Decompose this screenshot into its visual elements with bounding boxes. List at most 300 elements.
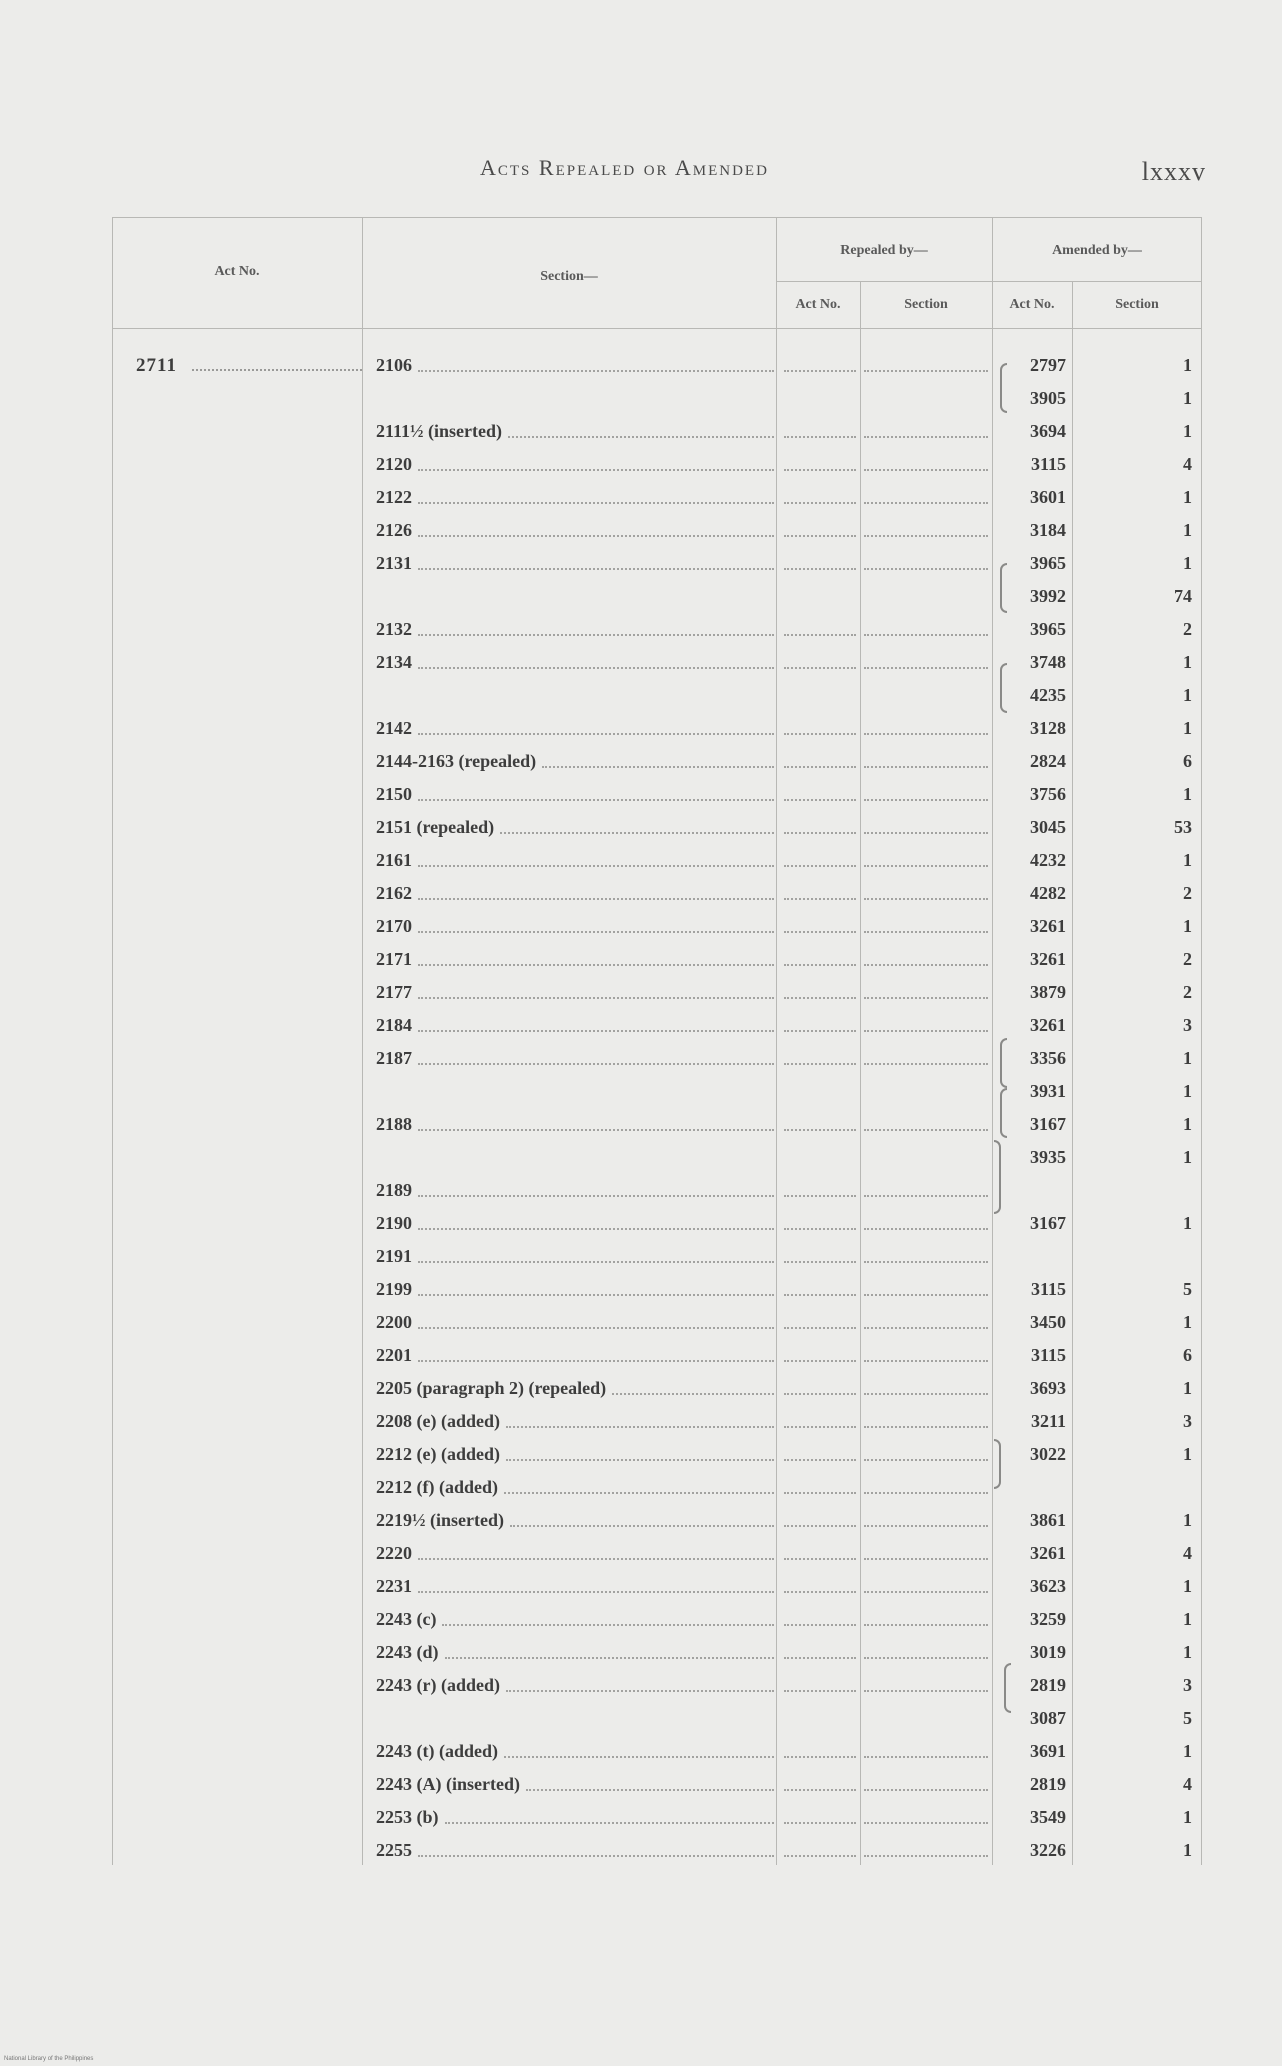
- repealed-section-leader: [864, 1129, 988, 1131]
- amended-act-cell: 3756: [1030, 784, 1066, 804]
- table-row: [112, 353, 1202, 381]
- header-amended-act-no: Act No.: [1009, 297, 1055, 312]
- amended-act-cell: 3211: [1030, 1411, 1066, 1431]
- section-leader-dots: [418, 535, 774, 537]
- section-cell: 2170: [376, 916, 412, 936]
- repealed-section-leader: [864, 1690, 988, 1692]
- amended-act-cell: 3022: [1030, 1444, 1066, 1464]
- amended-act-cell: 2797: [1030, 355, 1066, 375]
- amended-act-cell: 3879: [1030, 982, 1066, 1002]
- repealed-section-leader: [864, 1558, 988, 1560]
- repealed-act-leader: [784, 1624, 856, 1626]
- section-leader-dots: [418, 1294, 774, 1296]
- repealed-act-leader: [784, 1822, 856, 1824]
- amended-section-cell: 1: [1183, 1609, 1192, 1629]
- section-cell: 2199: [376, 1279, 412, 1299]
- section-leader-dots: [418, 997, 774, 999]
- table-row: [112, 848, 1202, 876]
- table-row: [112, 881, 1202, 909]
- amended-act-cell: 3045: [1030, 817, 1066, 837]
- amended-act-cell: 3694: [1030, 421, 1066, 441]
- section-cell: 2142: [376, 718, 412, 738]
- amended-section-cell: 1: [1183, 520, 1192, 540]
- repealed-section-leader: [864, 1591, 988, 1593]
- section-leader-dots: [418, 1129, 774, 1131]
- section-cell: 2208 (e) (added): [376, 1411, 500, 1431]
- section-cell: 2132: [376, 619, 412, 639]
- section-cell: 2189: [376, 1180, 412, 1200]
- brace-2106: [1000, 363, 1007, 413]
- amended-section-cell: 2: [1183, 619, 1192, 639]
- repealed-act-leader: [784, 1228, 856, 1230]
- section-cell: 2243 (t) (added): [376, 1741, 498, 1761]
- section-cell: 2243 (d): [376, 1642, 439, 1662]
- table-row: [112, 1541, 1202, 1569]
- amended-section-cell: 1: [1183, 916, 1192, 936]
- page-header: [0, 155, 1282, 195]
- repealed-act-leader: [784, 1063, 856, 1065]
- amended-act-cell: 2824: [1030, 751, 1066, 771]
- repealed-act-leader: [784, 733, 856, 735]
- section-leader-dots: [542, 766, 774, 768]
- repealed-act-leader: [784, 1030, 856, 1032]
- section-cell: 2126: [376, 520, 412, 540]
- table-row: [112, 683, 1202, 711]
- brace-2212: [994, 1439, 1001, 1489]
- amended-act-cell: 4232: [1030, 850, 1066, 870]
- repealed-act-leader: [784, 865, 856, 867]
- repealed-act-leader: [784, 1855, 856, 1857]
- repealed-section-leader: [864, 1426, 988, 1428]
- repealed-section-leader: [864, 1525, 988, 1527]
- amended-section-cell: 53: [1174, 817, 1192, 837]
- header-amended-section: Section: [1115, 297, 1159, 312]
- repealed-section-leader: [864, 1393, 988, 1395]
- amended-section-cell: 74: [1174, 586, 1192, 606]
- amended-section-cell: 1: [1183, 652, 1192, 672]
- table-row: [112, 1343, 1202, 1371]
- section-cell: 2219½ (inserted): [376, 1510, 504, 1530]
- section-leader-dots: [418, 502, 774, 504]
- amended-act-cell: 3087: [1030, 1708, 1066, 1728]
- section-cell: 2212 (f) (added): [376, 1477, 498, 1497]
- repealed-act-leader: [784, 1261, 856, 1263]
- section-cell: 2131: [376, 553, 412, 573]
- amended-section-cell: 4: [1183, 1543, 1192, 1563]
- table-row: [112, 815, 1202, 843]
- amended-section-cell: 4: [1183, 454, 1192, 474]
- amended-section-cell: 3: [1183, 1675, 1192, 1695]
- section-leader-dots: [418, 1030, 774, 1032]
- table-row: [112, 980, 1202, 1008]
- amended-act-cell: 4235: [1030, 685, 1066, 705]
- repealed-act-leader: [784, 1360, 856, 1362]
- amended-section-cell: 1: [1183, 1642, 1192, 1662]
- section-leader-dots: [506, 1459, 774, 1461]
- amended-act-cell: 3115: [1030, 454, 1066, 474]
- table-row: [112, 1310, 1202, 1338]
- table-row: [112, 1277, 1202, 1305]
- amended-section-cell: 1: [1183, 1213, 1192, 1233]
- amended-act-cell: 3115: [1030, 1279, 1066, 1299]
- repealed-section-leader: [864, 634, 988, 636]
- amended-act-cell: 3167: [1030, 1213, 1066, 1233]
- section-leader-dots: [418, 469, 774, 471]
- repealed-act-leader: [784, 1129, 856, 1131]
- repealed-section-leader: [864, 1360, 988, 1362]
- repealed-section-leader: [864, 997, 988, 999]
- amended-act-cell: 3128: [1030, 718, 1066, 738]
- repealed-section-leader: [864, 1294, 988, 1296]
- section-cell: 2120: [376, 454, 412, 474]
- repealed-act-leader: [784, 1327, 856, 1329]
- table-row: [112, 1838, 1202, 1866]
- section-cell: 2184: [376, 1015, 412, 1035]
- table-row: [112, 617, 1202, 645]
- amended-act-cell: 3601: [1030, 487, 1066, 507]
- section-cell: 2212 (e) (added): [376, 1444, 500, 1464]
- amended-act-cell: 3992: [1030, 586, 1066, 606]
- repealed-section-leader: [864, 1063, 988, 1065]
- section-leader-dots: [418, 1855, 774, 1857]
- repealed-act-leader: [784, 931, 856, 933]
- section-leader-dots: [612, 1393, 774, 1395]
- repealed-section-leader: [864, 1789, 988, 1791]
- repealed-section-leader: [864, 568, 988, 570]
- amended-act-cell: 3450: [1030, 1312, 1066, 1332]
- section-leader-dots: [418, 799, 774, 801]
- amended-act-cell: 3905: [1030, 388, 1066, 408]
- section-cell: 2191: [376, 1246, 412, 1266]
- repealed-section-leader: [864, 1195, 988, 1197]
- repealed-act-leader: [784, 1657, 856, 1659]
- amended-section-cell: 1: [1183, 784, 1192, 804]
- repealed-section-leader: [864, 1228, 988, 1230]
- amended-section-cell: 1: [1183, 1378, 1192, 1398]
- amended-act-cell: 3623: [1030, 1576, 1066, 1596]
- table-row: [112, 419, 1202, 447]
- section-leader-dots: [418, 931, 774, 933]
- repealed-act-leader: [784, 1195, 856, 1197]
- section-leader-dots: [418, 898, 774, 900]
- amended-act-cell: 3931: [1030, 1081, 1066, 1101]
- amended-act-cell: 3691: [1030, 1741, 1066, 1761]
- table-row: [112, 1475, 1202, 1503]
- subheader-rule: [776, 281, 1202, 282]
- amended-section-cell: 1: [1183, 1840, 1192, 1860]
- amended-act-cell: 3261: [1030, 916, 1066, 936]
- amended-act-cell: 3861: [1030, 1510, 1066, 1530]
- section-cell: 2171: [376, 949, 412, 969]
- repealed-section-leader: [864, 1756, 988, 1758]
- amended-section-cell: 2: [1183, 949, 1192, 969]
- section-cell: 2188: [376, 1114, 412, 1134]
- section-cell: 2151 (repealed): [376, 817, 495, 837]
- table-row: [112, 1574, 1202, 1602]
- amended-act-cell: 2819: [1030, 1774, 1066, 1794]
- table-row: [112, 386, 1202, 414]
- repealed-section-leader: [864, 832, 988, 834]
- repealed-act-leader: [784, 1459, 856, 1461]
- table-row: [112, 1805, 1202, 1833]
- section-leader-dots: [418, 964, 774, 966]
- header-repealed-by: Repealed by—: [840, 243, 928, 258]
- repealed-section-leader: [864, 964, 988, 966]
- amended-section-cell: 1: [1183, 388, 1192, 408]
- section-leader-dots: [500, 832, 774, 834]
- table-row: [112, 1607, 1202, 1635]
- repealed-section-leader: [864, 469, 988, 471]
- repealed-act-leader: [784, 502, 856, 504]
- table-row: [112, 584, 1202, 612]
- repealed-section-leader: [864, 1492, 988, 1494]
- table-row: [112, 1772, 1202, 1800]
- table-row: [112, 1409, 1202, 1437]
- amended-act-cell: 4282: [1030, 883, 1066, 903]
- amended-act-cell: 2819: [1030, 1675, 1066, 1695]
- repealed-section-leader: [864, 1261, 988, 1263]
- amended-section-cell: 6: [1183, 751, 1192, 771]
- section-leader-dots: [506, 1426, 774, 1428]
- section-leader-dots: [510, 1525, 774, 1527]
- section-leader-dots: [418, 1063, 774, 1065]
- section-leader-dots: [418, 634, 774, 636]
- section-cell: 2177: [376, 982, 412, 1002]
- repealed-act-leader: [784, 964, 856, 966]
- repealed-act-leader: [784, 799, 856, 801]
- section-leader-dots: [506, 1690, 774, 1692]
- amended-section-cell: 1: [1183, 1807, 1192, 1827]
- section-cell: 2231: [376, 1576, 412, 1596]
- section-leader-dots: [418, 733, 774, 735]
- amended-section-cell: 1: [1183, 1081, 1192, 1101]
- table-row: [112, 1211, 1202, 1239]
- brace-2243r: [1004, 1663, 1011, 1713]
- running-title: Acts Repealed or Amended: [480, 155, 769, 180]
- table-row: [112, 1508, 1202, 1536]
- repealed-section-leader: [864, 1030, 988, 1032]
- section-leader-dots: [418, 1360, 774, 1362]
- repealed-section-leader: [864, 799, 988, 801]
- amended-section-cell: 6: [1183, 1345, 1192, 1365]
- table-row: [112, 1739, 1202, 1767]
- table-row: [112, 1178, 1202, 1206]
- brace-2131: [1000, 563, 1007, 613]
- repealed-section-leader: [864, 865, 988, 867]
- repealed-act-leader: [784, 634, 856, 636]
- repealed-act-leader: [784, 997, 856, 999]
- amended-section-cell: 1: [1183, 1114, 1192, 1134]
- table-row: [112, 749, 1202, 777]
- repealed-act-leader: [784, 469, 856, 471]
- section-cell: 2201: [376, 1345, 412, 1365]
- table-row: [112, 452, 1202, 480]
- section-leader-dots: [504, 1492, 774, 1494]
- section-cell: 2111½ (inserted): [376, 421, 502, 441]
- amended-section-cell: 1: [1183, 1048, 1192, 1068]
- repealed-act-leader: [784, 766, 856, 768]
- amended-act-cell: 3965: [1030, 553, 1066, 573]
- section-leader-dots: [442, 1624, 774, 1626]
- amended-section-cell: 1: [1183, 487, 1192, 507]
- table-row: [112, 650, 1202, 678]
- section-cell: 2243 (A) (inserted): [376, 1774, 520, 1794]
- repealed-section-leader: [864, 667, 988, 669]
- brace-2188: [1000, 1088, 1007, 1138]
- amended-act-cell: 3356: [1030, 1048, 1066, 1068]
- table-row: [112, 1112, 1202, 1140]
- amended-act-cell: 3965: [1030, 619, 1066, 639]
- amended-act-cell: 3748: [1030, 652, 1066, 672]
- amended-section-cell: 1: [1183, 1312, 1192, 1332]
- amended-act-cell: 3935: [1030, 1147, 1066, 1167]
- section-leader-dots: [418, 1558, 774, 1560]
- section-cell: 2200: [376, 1312, 412, 1332]
- amended-act-cell: 3693: [1030, 1378, 1066, 1398]
- repealed-act-leader: [784, 898, 856, 900]
- repealed-act-leader: [784, 535, 856, 537]
- section-cell: 2190: [376, 1213, 412, 1233]
- repealed-section-leader: [864, 502, 988, 504]
- header-bottom-rule: [112, 328, 1202, 329]
- table-row: [112, 1640, 1202, 1668]
- amended-section-cell: 2: [1183, 883, 1192, 903]
- table-row: [112, 1706, 1202, 1734]
- brace-2189-2191: [994, 1140, 1001, 1214]
- repealed-act-leader: [784, 667, 856, 669]
- amended-act-cell: 3226: [1030, 1840, 1066, 1860]
- amended-act-cell: 3115: [1030, 1345, 1066, 1365]
- repealed-act-leader: [784, 1426, 856, 1428]
- amended-section-cell: 1: [1183, 718, 1192, 738]
- section-leader-dots: [418, 1261, 774, 1263]
- amended-act-cell: 3259: [1030, 1609, 1066, 1629]
- repealed-act-leader: [784, 1492, 856, 1494]
- repealed-section-leader: [864, 1855, 988, 1857]
- repealed-section-leader: [864, 931, 988, 933]
- section-cell: 2144-2163 (repealed): [376, 751, 537, 771]
- amended-act-cell: 3184: [1030, 520, 1066, 540]
- table-row: [112, 551, 1202, 579]
- amended-section-cell: 5: [1183, 1279, 1192, 1299]
- repealed-act-leader: [784, 568, 856, 570]
- amended-section-cell: 1: [1183, 1444, 1192, 1464]
- section-cell: 2243 (c): [376, 1609, 437, 1629]
- section-cell: 2220: [376, 1543, 412, 1563]
- repealed-section-leader: [864, 1459, 988, 1461]
- table-row: [112, 1046, 1202, 1074]
- section-leader-dots: [418, 1327, 774, 1329]
- amended-section-cell: 3: [1183, 1411, 1192, 1431]
- repealed-section-leader: [864, 1822, 988, 1824]
- scan-footer-note: National Library of the Philippines: [4, 2056, 94, 2062]
- section-cell: 2134: [376, 652, 412, 672]
- brace-2187: [1000, 1038, 1007, 1088]
- amended-section-cell: 1: [1183, 1576, 1192, 1596]
- repealed-section-leader: [864, 733, 988, 735]
- table-row: [112, 914, 1202, 942]
- header-section: Section—: [540, 269, 598, 284]
- section-cell: 2187: [376, 1048, 412, 1068]
- section-leader-dots: [418, 1228, 774, 1230]
- repealed-act-leader: [784, 436, 856, 438]
- amended-act-cell: 3261: [1030, 949, 1066, 969]
- section-leader-dots: [504, 1756, 774, 1758]
- header-repealed-section: Section: [904, 297, 948, 312]
- table-row: [112, 782, 1202, 810]
- repealed-act-leader: [784, 832, 856, 834]
- amended-section-cell: 1: [1183, 850, 1192, 870]
- amended-act-cell: 3167: [1030, 1114, 1066, 1134]
- repealed-act-leader: [784, 1558, 856, 1560]
- repealed-act-leader: [784, 1294, 856, 1296]
- amended-section-cell: 1: [1183, 1147, 1192, 1167]
- page-number: lxxxv: [1141, 157, 1206, 186]
- section-leader-dots: [418, 1195, 774, 1197]
- header-repealed-act-no: Act No.: [795, 297, 841, 312]
- table-top-rule: [112, 217, 1202, 218]
- amended-section-cell: 2: [1183, 982, 1192, 1002]
- act-number: 2711: [136, 355, 177, 376]
- repealed-act-leader: [784, 370, 856, 372]
- repealed-section-leader: [864, 370, 988, 372]
- section-cell: 2150: [376, 784, 412, 804]
- repealed-act-leader: [784, 1393, 856, 1395]
- amended-act-cell: 3261: [1030, 1015, 1066, 1035]
- section-leader-dots: [526, 1789, 774, 1791]
- repealed-act-leader: [784, 1756, 856, 1758]
- section-cell: 2161: [376, 850, 412, 870]
- section-leader-dots: [418, 1591, 774, 1593]
- table-row: [112, 485, 1202, 513]
- amended-section-cell: 5: [1183, 1708, 1192, 1728]
- repealed-section-leader: [864, 1624, 988, 1626]
- amended-section-cell: 3: [1183, 1015, 1192, 1035]
- section-leader-dots: [508, 436, 774, 438]
- brace-2134: [1000, 663, 1007, 713]
- amended-section-cell: 1: [1183, 553, 1192, 573]
- amended-section-cell: 1: [1183, 1510, 1192, 1530]
- amended-section-cell: 1: [1183, 355, 1192, 375]
- amended-section-cell: 4: [1183, 1774, 1192, 1794]
- section-cell: 2205 (paragraph 2) (repealed): [376, 1378, 607, 1398]
- table-row: [112, 1244, 1202, 1272]
- amendments-table: [112, 217, 1202, 1865]
- section-cell: 2122: [376, 487, 412, 507]
- table-row: [112, 1079, 1202, 1107]
- amended-act-cell: 3549: [1030, 1807, 1066, 1827]
- repealed-section-leader: [864, 1327, 988, 1329]
- section-cell: 2106: [376, 355, 412, 375]
- amended-section-cell: 1: [1183, 421, 1192, 441]
- table-row: [112, 1673, 1202, 1701]
- header-act-no: Act No.: [214, 264, 260, 279]
- section-cell: 2162: [376, 883, 412, 903]
- table-row: [112, 947, 1202, 975]
- table-row: [112, 1145, 1202, 1173]
- section-leader-dots: [445, 1657, 774, 1659]
- section-leader-dots: [418, 568, 774, 570]
- section-leader-dots: [418, 370, 774, 372]
- repealed-act-leader: [784, 1789, 856, 1791]
- repealed-act-leader: [784, 1690, 856, 1692]
- repealed-act-leader: [784, 1525, 856, 1527]
- table-row: [112, 1376, 1202, 1404]
- repealed-section-leader: [864, 436, 988, 438]
- table-row: [112, 1442, 1202, 1470]
- section-leader-dots: [445, 1822, 774, 1824]
- section-cell: 2253 (b): [376, 1807, 439, 1827]
